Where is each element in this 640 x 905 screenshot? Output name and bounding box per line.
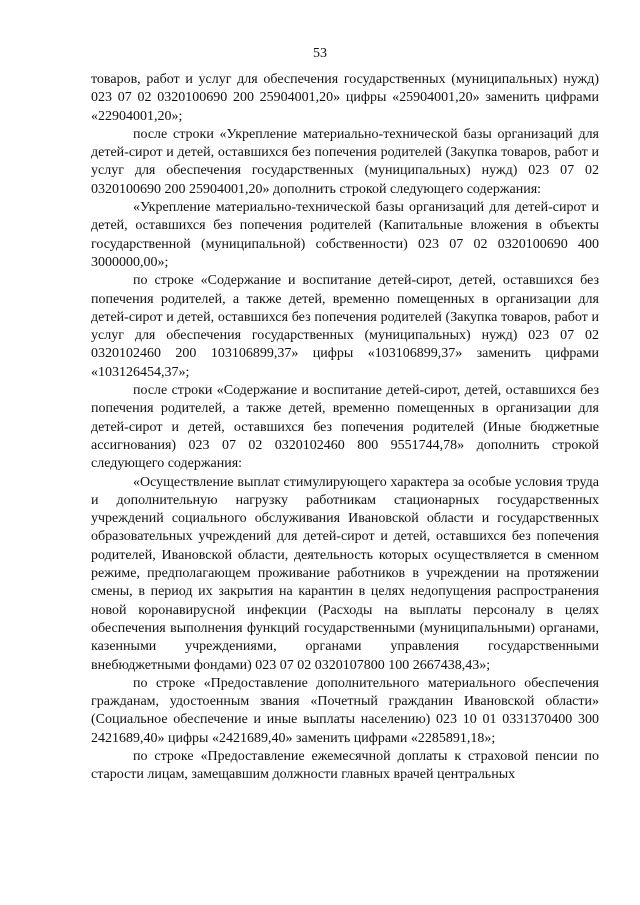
paragraph: по строке «Предоставление дополнительного материального обеспечения гражданам, удостоенным звания «Почетный гражданин Ивановской области» (Социальное обеспечение и иные выплаты населению) 023 10 01 0331370400 300 2421689,40» цифры «2421689,40» заменить цифрами «2285891,18»; bbox=[91, 675, 599, 746]
paragraph: после строки «Укрепление материально-технической базы организаций для детей-сирот и детей, оставшихся без попечения родителей (Закупка товаров, работ и услуг для обеспечения государственных (муниципальных) нужд) 023 07 02 0320100690 200 25904001,20» дополнить строкой следующего содержания: bbox=[91, 126, 599, 197]
paragraph: после строки «Содержание и воспитание детей-сирот, детей, оставшихся без попечения родителей, а также детей, временно помещенных в организации для детей-сирот и детей, оставшихся без попечения родителей (Иные бюджетные ассигнования) 023 07 02 0320102460 800 9551744,78» дополнить строкой следующего содержания: bbox=[91, 383, 599, 472]
paragraph: товаров, работ и услуг для обеспечения государственных (муниципальных) нужд) 023 07 02 0320100690 200 25904001,20» цифры «25904001,20» заменить цифрами «22904001,20»; bbox=[91, 72, 599, 124]
paragraph: «Укрепление материально-технической базы организаций для детей-сирот и детей, оставшихся без попечения родителей (Капитальные вложения в объекты государственной (муниципальной) собственности) 023 07 02 0320100690 400 3000000,00»; bbox=[91, 200, 599, 270]
page-number: 53 bbox=[313, 46, 327, 61]
paragraph: по строке «Содержание и воспитание детей-сирот, детей, оставшихся без попечения родителей, а также детей, временно помещенных в организации для детей-сирот и детей, оставшихся без попечения родителей (Закупка товаров, работ и услуг для обеспечения государственных (муниципальных) нужд) 023 07 02 0320102460 200 103106899,37» цифры «103106899,37» заменить цифрами «103126454,37»; bbox=[91, 273, 599, 380]
paragraph: по строке «Предоставление ежемесячной доплаты к страховой пенсии по старости лицам, замещавшим должности главных врачей центральных bbox=[91, 748, 599, 783]
paragraph: «Осуществление выплат стимулирующего характера за особые условия труда и дополнительную нагрузку работникам стационарных государственных учреждений социального обслуживания Ивановской области и государственных образовательных учреждений для детей-сирот и детей, оставшихся без попечения родителей, Ивановской области, деятельность которых осуществляется в сменном режиме, предполагающем проживание работников в учреждении на протяжении смены, в период их закрытия на карантин в целях недопущения распространения новой коронавирусной инфекции (Расходы на выплаты персоналу в целях обеспечения выполнения функций государственными (муниципальными) органами, казенными учреждениями, органами управления государственными внебюджетными фондами) 023 07 02 0320107800 100 2667438,43»; bbox=[91, 474, 599, 673]
document-body bbox=[91, 71, 599, 785]
